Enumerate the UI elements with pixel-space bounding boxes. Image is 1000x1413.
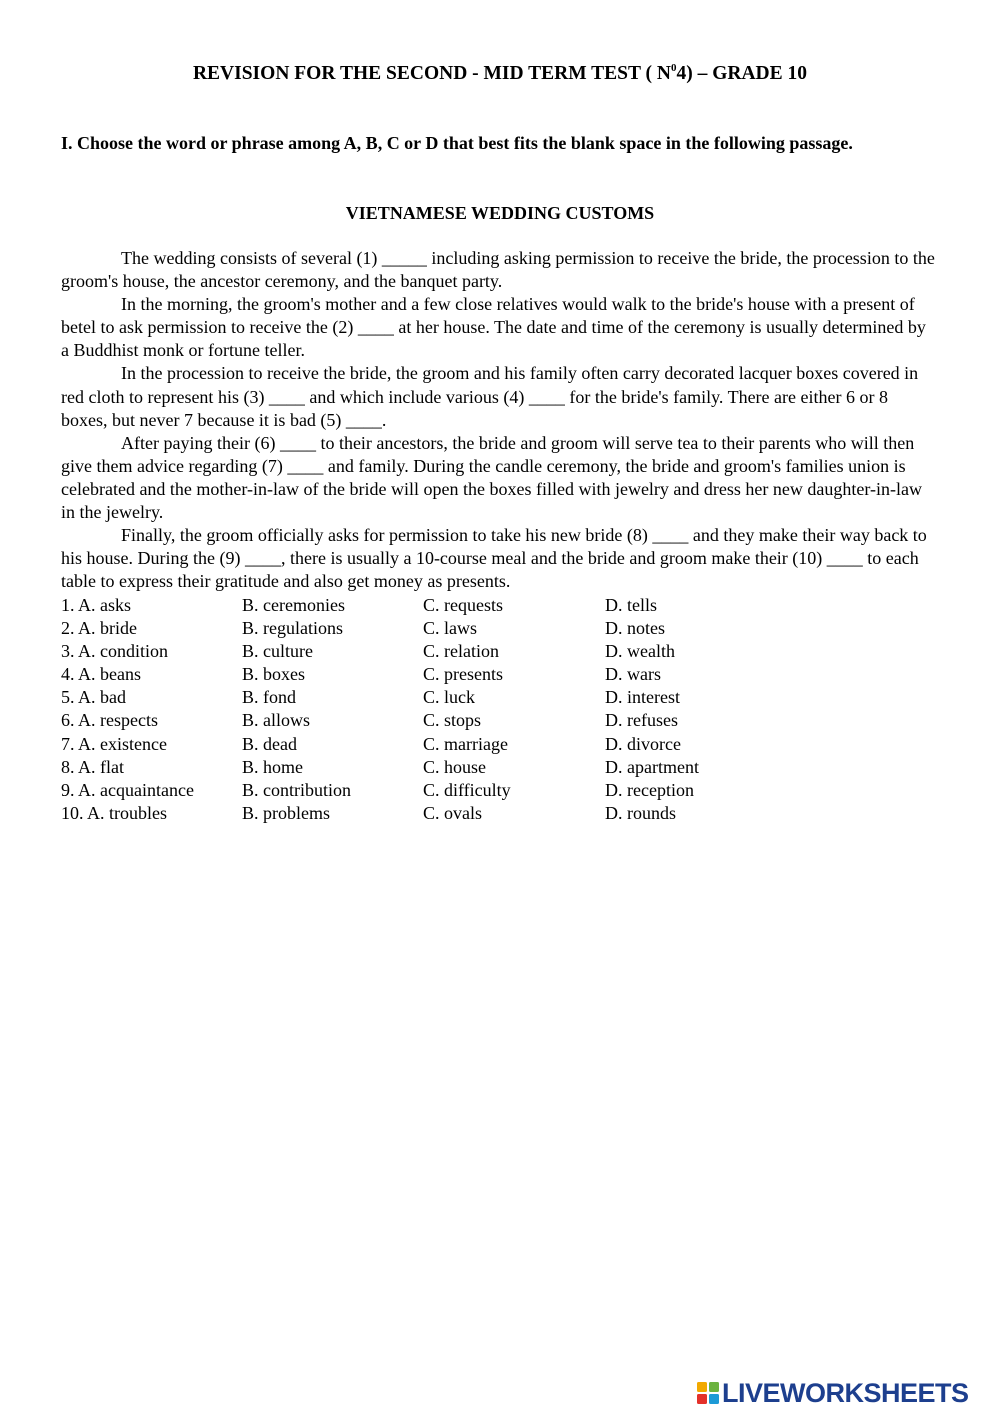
option-b[interactable]: B. ceremonies bbox=[242, 595, 345, 615]
option-row bbox=[61, 640, 941, 663]
option-c[interactable]: C. marriage bbox=[423, 733, 508, 754]
option-row bbox=[61, 733, 941, 756]
option-a[interactable]: 5. A. bad bbox=[61, 687, 126, 708]
option-row bbox=[61, 686, 941, 709]
option-b[interactable]: B. dead bbox=[242, 733, 297, 754]
passage bbox=[61, 247, 937, 593]
option-a[interactable]: 3. A. condition bbox=[61, 641, 168, 662]
option-d[interactable]: D. notes bbox=[605, 618, 665, 639]
option-d[interactable]: D. divorce bbox=[605, 733, 681, 754]
option-d[interactable]: D. refuses bbox=[605, 710, 678, 731]
option-c[interactable]: C. relation bbox=[423, 641, 499, 662]
option-row bbox=[61, 779, 941, 802]
option-b[interactable]: B. contribution bbox=[242, 779, 351, 800]
option-c[interactable]: C. difficulty bbox=[423, 779, 511, 800]
option-c[interactable]: C. requests bbox=[423, 595, 503, 615]
option-d[interactable]: D. apartment bbox=[605, 756, 699, 777]
option-b[interactable]: B. culture bbox=[242, 641, 313, 662]
option-d[interactable]: D. interest bbox=[605, 687, 680, 708]
option-a[interactable]: 1. A. asks bbox=[61, 595, 132, 615]
option-a[interactable]: 8. A. flat bbox=[61, 756, 124, 777]
title-superscript: 0 bbox=[670, 62, 677, 74]
option-d[interactable]: D. tells bbox=[605, 595, 657, 615]
option-d[interactable]: D. wealth bbox=[605, 641, 675, 662]
option-c[interactable]: C. presents bbox=[423, 664, 503, 685]
option-b[interactable]: B. regulations bbox=[242, 618, 343, 639]
option-row bbox=[61, 756, 941, 779]
option-c[interactable]: C. luck bbox=[423, 687, 475, 708]
liveworksheets-logo-text: LIVEWORKSHEETS bbox=[722, 1378, 969, 1408]
option-d[interactable]: D. rounds bbox=[605, 802, 676, 823]
option-d[interactable]: D. wars bbox=[605, 664, 661, 685]
option-d[interactable]: D. reception bbox=[605, 779, 694, 800]
option-a[interactable]: 7. A. existence bbox=[61, 733, 167, 754]
option-b[interactable]: B. fond bbox=[242, 687, 296, 708]
answer-options bbox=[61, 594, 941, 825]
option-c[interactable]: C. laws bbox=[423, 618, 477, 639]
option-a[interactable]: 6. A. respects bbox=[61, 710, 158, 731]
option-row bbox=[61, 709, 941, 732]
option-c[interactable]: C. stops bbox=[423, 710, 482, 731]
option-b[interactable]: B. problems bbox=[242, 802, 330, 823]
section-instruction: I. Choose the word or phrase among A, B, C or D that best fits the blank space in the following passage. bbox=[61, 133, 853, 153]
passage-paragraph: After paying their (6) ____ to their ancestors, the bride and groom will serve tea to their parents who will then give them advice regarding (7) ____ and family. During the candle ceremony, the bride and groom's families union is celebrated and the mother-in-law of the bride will open the boxes filled with jewelry and dress her new daughter-in-law in the jewelry. bbox=[61, 432, 922, 523]
page-title bbox=[0, 60, 1000, 88]
option-a[interactable]: 9. A. acquaintance bbox=[61, 779, 194, 800]
option-a[interactable]: 4. A. beans bbox=[61, 664, 141, 685]
option-row bbox=[61, 663, 941, 686]
passage-paragraph: In the morning, the groom's mother and a few close relatives would walk to the bride's house with a present of betel to ask permission to receive the (2) ____ at her house. The date and time of the ceremony is usually determined by a Buddhist monk or fortune teller. bbox=[61, 294, 926, 361]
liveworksheets-logo bbox=[697, 1377, 969, 1409]
option-row bbox=[61, 802, 941, 825]
passage-paragraph: The wedding consists of several (1) _____ including asking permission to receive the bride, the procession to the groom's house, the ancestor ceremony, and the banquet party. bbox=[61, 248, 935, 292]
option-row bbox=[61, 594, 941, 617]
liveworksheets-logo-icon bbox=[697, 1382, 719, 1404]
option-c[interactable]: C. house bbox=[423, 756, 486, 777]
option-b[interactable]: B. allows bbox=[242, 710, 311, 731]
option-row bbox=[61, 617, 941, 640]
option-b[interactable]: B. boxes bbox=[242, 664, 305, 685]
option-a[interactable]: 10. A. troubles bbox=[61, 802, 167, 823]
title-end: 4) – GRADE 10 bbox=[676, 63, 808, 84]
passage-title: VIETNAMESE WEDDING CUSTOMS bbox=[345, 203, 655, 223]
option-c[interactable]: C. ovals bbox=[423, 802, 483, 823]
option-b[interactable]: B. home bbox=[242, 756, 303, 777]
title-main: REVISION FOR THE SECOND - MID TERM TEST ( N bbox=[192, 63, 671, 84]
option-a[interactable]: 2. A. bride bbox=[61, 618, 137, 639]
passage-paragraph: In the procession to receive the bride, the groom and his family often carry decorated lacquer boxes covered in red cloth to represent his (3) ____ and which include various (4) ____ for the bride's family. There are either 6 or 8 boxes, but never 7 because it is bad (5) ____. bbox=[61, 363, 919, 430]
passage-paragraph: Finally, the groom officially asks for permission to take his new bride (8) ____ and they make their way back to his house. During the (9) ____, there is usually a 10-course meal and the bride and groom make their (10) ____ to each table to express their gratitude and also get money as presents. bbox=[61, 525, 927, 592]
